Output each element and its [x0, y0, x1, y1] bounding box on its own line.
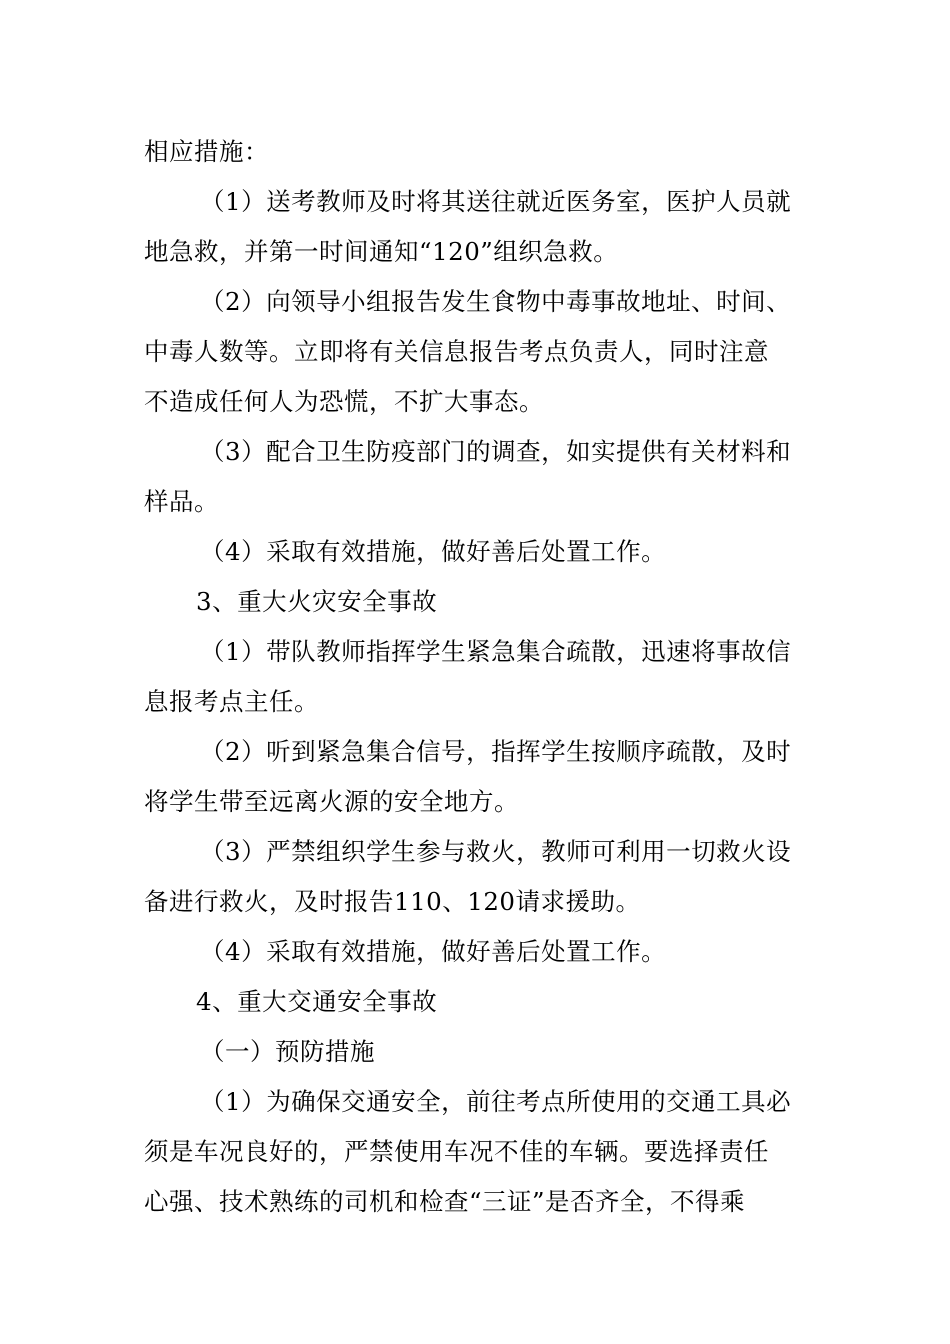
text-line: （1）为确保交通安全，前往考点所使用的交通工具必: [200, 1087, 792, 1116]
subsection-heading: （一）预防措施: [200, 1037, 375, 1066]
text-line: （4）采取有效措施，做好善后处置工作。: [200, 537, 667, 566]
text-line: （3）严禁组织学生参与救火，教师可利用一切救火设: [200, 837, 792, 866]
text-line: 心强、技术熟练的司机和检查“三证”是否齐全，不得乘: [144, 1187, 746, 1216]
text-line: 息报考点主任。: [144, 687, 319, 716]
section-heading: 4、重大交通安全事故: [196, 987, 438, 1016]
text-line: 备进行救火，及时报告110、120请求援助。: [144, 887, 641, 916]
text-line: 样品。: [144, 487, 219, 516]
text-line: （1）带队教师指挥学生紧急集合疏散，迅速将事故信: [200, 637, 792, 666]
text-line: （4）采取有效措施，做好善后处置工作。: [200, 937, 667, 966]
text-line: 中毒人数等。立即将有关信息报告考点负责人，同时注意: [144, 337, 769, 366]
text-line: （1）送考教师及时将其送往就近医务室，医护人员就: [200, 187, 792, 216]
text-line: 将学生带至远离火源的安全地方。: [144, 787, 519, 816]
section-heading: 3、重大火灾安全事故: [196, 587, 438, 616]
text-line: 相应措施：: [144, 137, 269, 166]
text-line: （2）听到紧急集合信号，指挥学生按顺序疏散，及时: [200, 737, 792, 766]
text-line: （2）向领导小组报告发生食物中毒事故地址、时间、: [200, 287, 792, 316]
text-line: 须是车况良好的，严禁使用车况不佳的车辆。要选择责任: [144, 1137, 769, 1166]
text-line: （3）配合卫生防疫部门的调查，如实提供有关材料和: [200, 437, 792, 466]
text-line: 地急救，并第一时间通知“120”组织急救。: [144, 237, 619, 266]
text-line: 不造成任何人为恐慌，不扩大事态。: [144, 387, 544, 416]
